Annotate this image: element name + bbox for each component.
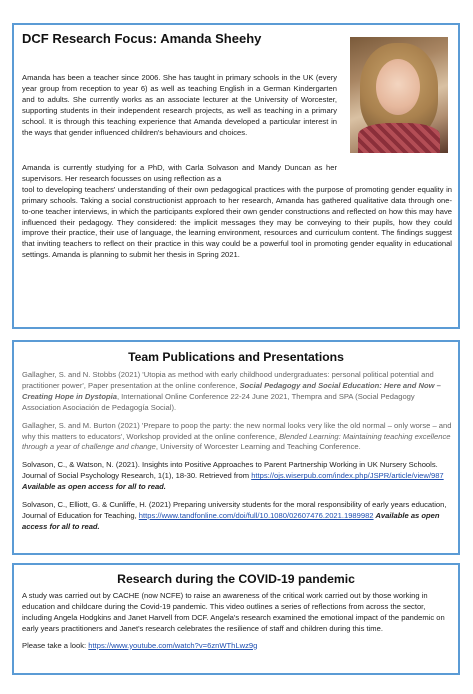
publication-item (22, 500, 452, 533)
publication-link[interactable]: https://www.tandfonline.com/doi/full/10.1080/02607476.2021.1989982 (138, 510, 374, 520)
youtube-link[interactable]: https://www.youtube.com/watch?v=6znWThLwz9g (88, 640, 258, 650)
publication-citation: Solvason, C., & Watson, N. (2021). Insights into Positive Approaches to Parent Partnership Working in UK Nursery Schools. Journal of Social Psychology Research, 1(1), 18-30. Retrieved from (22, 460, 438, 481)
publication-citation: Solvason, C., Elliott, G. & Cunliffe, H. (2021) Preparing university students for the moral responsibility of early years education, Journal of Education for Teaching, (22, 500, 447, 520)
publication-link[interactable]: https://ojs.wiserpub.com/index.php/JSPR/article/view/987 (251, 471, 444, 481)
covid-prompt: Please take a look: (22, 640, 89, 650)
open-access-note: Available as open access for all to read. (22, 510, 440, 531)
publication-item (22, 370, 452, 414)
open-access-note: Available as open access for all to read. (22, 482, 166, 492)
bio-paragraph-1: Amanda has been a teacher since 2006. She has taught in primary schools in the UK (every year group from reception to year 6) as well as teaching English in a German Kindergarten and to adults. She currently works as an associate lecturer at the University of Worcester, supporting students in their independent research projects, as well as teaching in a primary school. It is through this teaching experience that Amanda developed a particular interest in the ways that gender influenced children's behaviours and choices. (22, 73, 337, 137)
publication-item (22, 460, 452, 493)
publication-citation-end: , University of Worcester Learning and Teaching Conference. (155, 442, 361, 452)
publication-item (22, 421, 452, 454)
publications-title: Team Publications and Presentations (128, 350, 344, 364)
bio-paragraph-2-start: Amanda is currently studying for a PhD, with Carla Solvason and Mandy Duncan as her supervisors. Her research focusses on using reflection as a (22, 163, 337, 183)
publication-venue: Blended Learning: Maintaining teaching excellence through a year of challenge and change (22, 431, 451, 452)
covid-title: Research during the COVID-19 pandemic (117, 572, 355, 586)
photo-shirt (358, 123, 440, 153)
covid-research-panel (12, 563, 460, 675)
research-focus-panel (12, 23, 460, 329)
research-focus-title: DCF Research Focus: Amanda Sheehy (22, 31, 262, 46)
amanda-sheehy-photo (350, 37, 448, 153)
covid-body-wrap (22, 591, 452, 658)
photo-face (376, 59, 420, 115)
covid-body: A study was carried out by CACHE (now NCFE) to raise an awareness of the critical work carried out by those working in education and childcare during the Covid-19 pandemic. This video outlines a series of reflections from across the sector, including Angela Hodgkins and Janet Harvell from DCF. Angela's research examined the emotional impact of the pandemic on early years practitioners and Janet's research celebrates the resilience of staff and children during this time. (22, 591, 445, 633)
publication-citation: Gallagher, S. and M. Burton (2021) 'Prepare to poop the party: the new normal looks very like the old normal – only worse – and why this matters to educators', Workshop provided at the online conference, (22, 420, 452, 441)
bio-paragraph-2 (22, 163, 452, 261)
publication-citation-end: , International Online Conference 22-24 June 2021, Thempra and SPA (Social Pedagogy Association Asociación de Pedagogía Social). (22, 391, 415, 412)
publications-panel (12, 340, 460, 555)
covid-link-line (22, 641, 452, 652)
publication-citation: Gallagher, S. and N. Stobbs (2021) 'Utopia as method with early childhood undergraduates: personal political potential and practitioner power', Paper presentation at the online conference, (22, 370, 434, 390)
publication-list (22, 370, 452, 540)
publication-venue: Social Pedagogy and Social Education: Here and Now – Creating Hope in Dystopia (22, 380, 441, 401)
bio-paragraph-2-rest: tool to developing teachers' understanding of their own pedagogical practices with the purpose of promoting gender equality in primary schools. Taking a social constructionist approach to her research, Amanda has gathered qualitative data through one-to-one teacher interviews, in which the participants explored their own gender constructions and reflected on how this may have influenced their pedagogy. They considered: the implicit messages they may be conveying to their pupils, how they could improve their practice, their use of language, the learning environment, resources and curriculum content. The findings suggest that inviting teachers to reflect on their practice in this way could be a powerful tool in promoting gender equality in educational settings. Amanda is planning to submit her thesis in Spring 2021. (22, 184, 452, 260)
